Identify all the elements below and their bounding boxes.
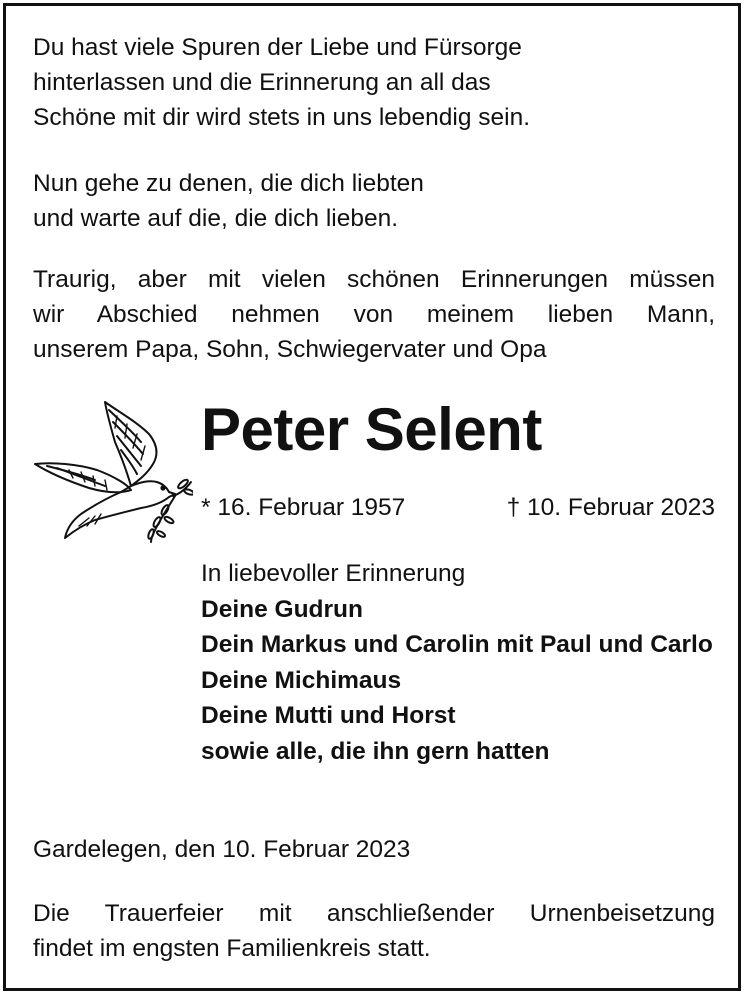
mourner-name: Deine Michimaus — [201, 666, 402, 694]
funeral-line: findet im engsten Familienkreis statt. — [33, 935, 431, 962]
mourners-block — [201, 556, 721, 769]
funeral-note — [33, 896, 715, 966]
intro-line: unserem Papa, Sohn, Schwiegervater und Opa — [33, 336, 547, 363]
verse-line: hinterlassen und die Erinnerung an all das — [33, 69, 491, 96]
verse-line: und warte auf die, die dich lieben. — [33, 205, 399, 232]
mourner-name: sowie alle, die ihn gern hatten — [201, 737, 550, 765]
verse-line: Nun gehe zu denen, die dich liebten — [33, 170, 424, 197]
mourner-name: Deine Gudrun — [201, 595, 363, 623]
mourner-name: Dein Markus und Carolin mit Paul und Carlo — [201, 631, 713, 658]
funeral-line: Die Trauerfeier mit anschließender Urnenbeisetzung — [33, 900, 715, 927]
deceased-name: Peter Selent — [201, 396, 542, 463]
intro-line: wir Abschied nehmen von meinem lieben Mann, — [33, 301, 715, 328]
verse-1 — [33, 30, 653, 135]
intro-text — [33, 262, 715, 367]
place-and-date: Gardelegen, den 10. Februar 2023 — [33, 836, 411, 863]
intro-line: Traurig, aber mit vielen schönen Erinnerungen müssen — [33, 266, 715, 293]
dove-with-olive-branch-icon — [33, 398, 193, 544]
mourners-heading: In liebevoller Erinnerung — [201, 560, 466, 587]
death-date: † 10. Februar 2023 — [506, 494, 715, 521]
verse-2 — [33, 166, 653, 236]
mourner-name: Deine Mutti und Horst — [201, 702, 456, 729]
verse-line: Schöne mit dir wird stets in uns lebendig sein. — [33, 104, 531, 131]
verse-line: Du hast viele Spuren der Liebe und Fürsorge — [33, 34, 522, 61]
birth-date: * 16. Februar 1957 — [201, 494, 406, 521]
